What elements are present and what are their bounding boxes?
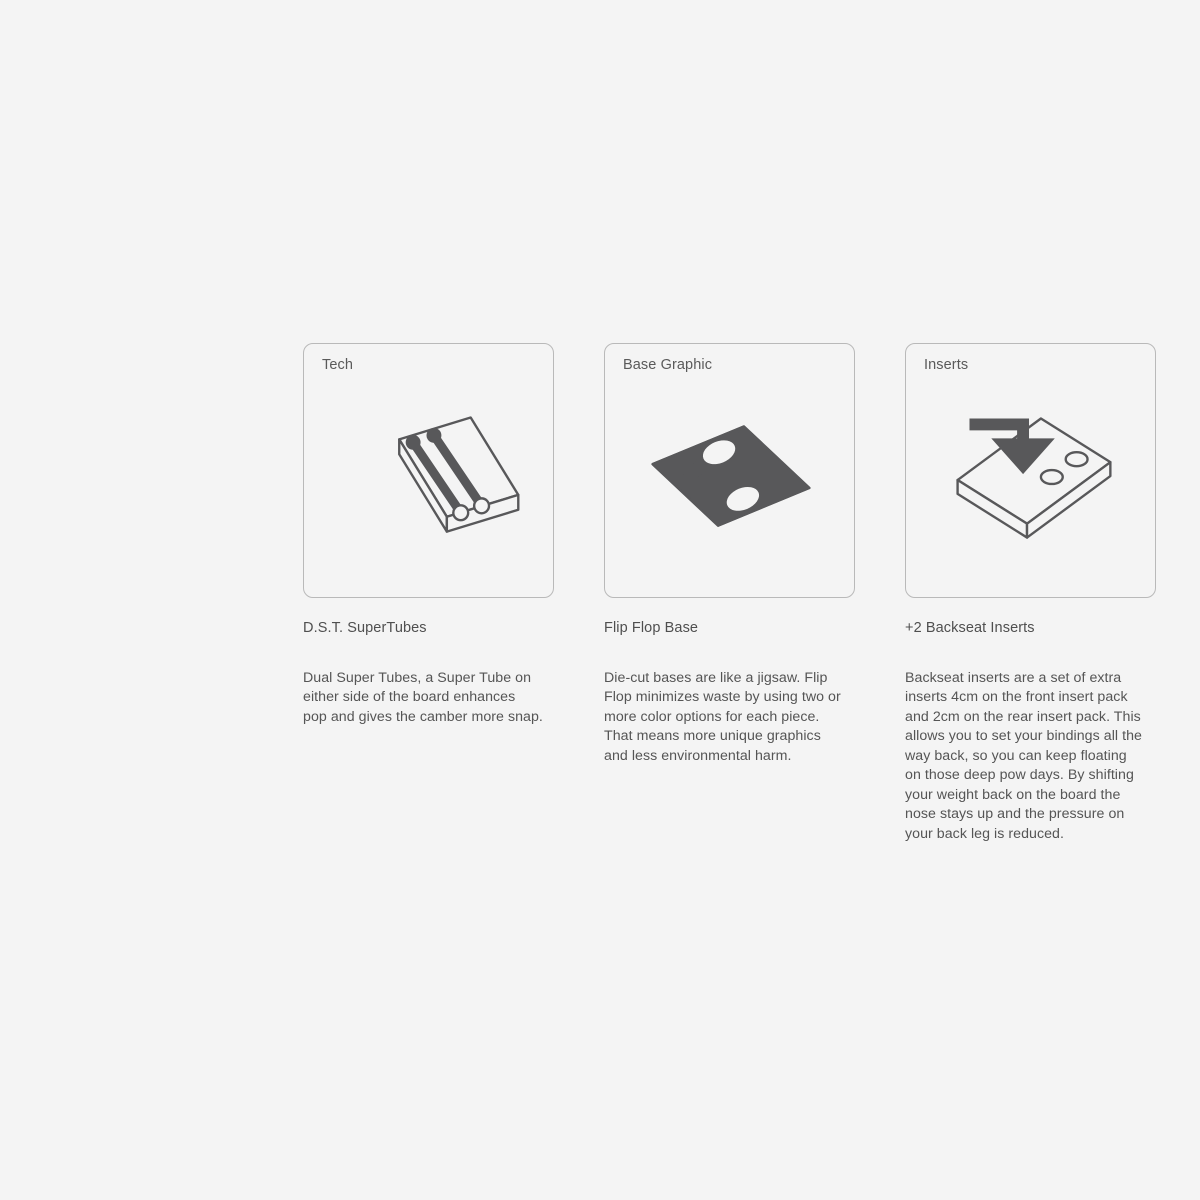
flip-flop-base-icon bbox=[605, 378, 854, 588]
dual-super-tubes-icon bbox=[304, 378, 553, 588]
feature-figure-base-graphic bbox=[604, 343, 855, 598]
feature-figure-tech bbox=[303, 343, 554, 598]
feature-title: +2 Backseat Inserts bbox=[905, 620, 1035, 636]
feature-description: Dual Super Tubes, a Super Tube on either side of the board enhances pop and gives the camber more snap. bbox=[303, 669, 543, 725]
feature-title: D.S.T. SuperTubes bbox=[303, 620, 427, 636]
feature-figure-inserts bbox=[905, 343, 1156, 598]
feature-card-base-graphic bbox=[604, 343, 857, 844]
feature-title: Flip Flop Base bbox=[604, 620, 699, 636]
feature-cards-section bbox=[303, 343, 1158, 844]
figure-tag-label: Base Graphic bbox=[623, 357, 713, 373]
feature-description: Die-cut bases are like a jigsaw. Flip Flop minimizes waste by using two or more color options for each piece. That means more unique graphics and less environmental harm. bbox=[604, 669, 841, 764]
figure-tag-label: Inserts bbox=[924, 357, 969, 373]
feature-card-tech bbox=[303, 343, 556, 844]
figure-tag-label: Tech bbox=[322, 357, 354, 373]
feature-card-inserts bbox=[905, 343, 1158, 844]
backseat-inserts-icon bbox=[906, 378, 1155, 588]
feature-description: Backseat inserts are a set of extra inserts 4cm on the front insert pack and 2cm on the rear insert pack. This allows you to set your bindings all the way back, so you can keep floating on those deep pow days. By shifting your weight back on the board the nose stays up and the pressure on your back leg is reduced. bbox=[905, 669, 1142, 842]
